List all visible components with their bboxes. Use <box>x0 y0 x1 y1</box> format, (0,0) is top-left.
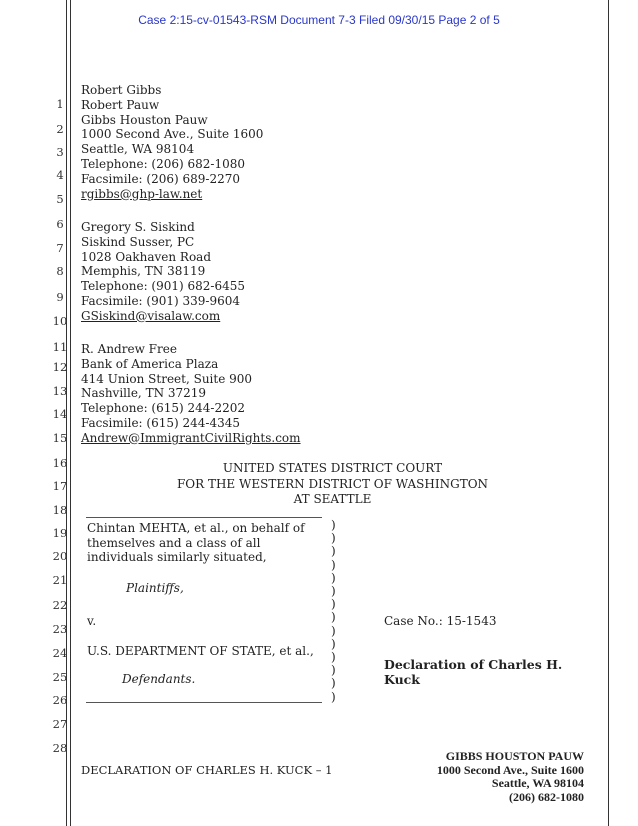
caption-paren: ) <box>331 636 336 651</box>
plaintiff-name: Chintan MEHTA, et al., on behalf of <box>87 521 305 535</box>
court-heading <box>81 461 584 508</box>
counsel-line: Telephone: (615) 244-2202 <box>81 401 246 416</box>
line-number: 27 <box>52 717 68 731</box>
court-district: FOR THE WESTERN DISTRICT OF WASHINGTON <box>176 476 489 491</box>
line-number: 23 <box>52 622 68 636</box>
counsel-line: Telephone: (206) 682-1080 <box>81 156 246 171</box>
line-number: 19 <box>52 526 68 540</box>
line-number: 10 <box>52 314 68 328</box>
line-number: 6 <box>56 217 64 231</box>
counsel-line: Facsimile: (206) 689-2270 <box>81 171 240 186</box>
caption-paren: ) <box>331 623 336 638</box>
caption-paren: ) <box>331 597 336 612</box>
caption-parentheses <box>331 519 336 704</box>
right-margin-rule <box>608 0 609 826</box>
left-margin-rule-inner <box>70 0 71 826</box>
court-name: UNITED STATES DISTRICT COURT <box>222 461 443 475</box>
caption-paren: ) <box>331 650 336 665</box>
footer-firm-address: 1000 Second Ave., Suite 1600 <box>436 762 584 777</box>
counsel-line: R. Andrew Free <box>81 342 177 356</box>
caption-paren: ) <box>331 544 336 559</box>
counsel-line: 1000 Second Ave., Suite 1600 <box>81 127 264 142</box>
line-number: 25 <box>52 670 68 684</box>
line-number: 5 <box>56 192 64 206</box>
counsel-line: Nashville, TN 37219 <box>81 386 207 401</box>
caption-paren: ) <box>331 570 336 585</box>
caption-paren: ) <box>331 689 336 704</box>
footer-firm-phone: (206) 682-1080 <box>509 789 584 804</box>
line-number: 4 <box>56 168 64 182</box>
footer-document-label: DECLARATION OF CHARLES H. KUCK – 1 <box>81 763 333 777</box>
line-number: 15 <box>52 431 68 445</box>
case-header: Case 2:15-cv-01543-RSM Document 7-3 Filed 09/30/15 Page 2 of 5 <box>138 13 500 27</box>
caption-rule-bottom <box>86 702 322 703</box>
counsel-block-gibbs <box>81 83 263 201</box>
counsel-line: Bank of America Plaza <box>81 356 219 371</box>
email-link[interactable]: Andrew@ImmigrantCivilRights.com <box>81 430 301 445</box>
document-title <box>384 658 562 687</box>
plaintiff-class: themselves and a class of all <box>87 535 261 550</box>
footer-firm-name: GIBBS HOUSTON PAUW <box>445 749 584 763</box>
line-number: 7 <box>56 241 64 255</box>
plaintiff-caption <box>87 521 305 565</box>
counsel-line: 414 Union Street, Suite 900 <box>81 371 253 386</box>
counsel-block-free <box>81 342 301 446</box>
line-number: 24 <box>52 646 68 660</box>
line-number: 18 <box>52 503 68 517</box>
line-number: 20 <box>52 549 68 563</box>
line-number: 17 <box>52 479 68 493</box>
email-link[interactable]: GSiskind@visalaw.com <box>81 308 221 323</box>
line-number: 13 <box>52 384 68 398</box>
counsel-line: Facsimile: (615) 244-4345 <box>81 415 240 430</box>
line-number: 22 <box>52 598 68 612</box>
line-number: 8 <box>56 264 64 278</box>
plaintiff-situated: individuals similarly situated, <box>87 550 267 564</box>
caption-paren: ) <box>331 676 336 691</box>
line-number: 16 <box>52 456 68 470</box>
versus-label: v. <box>87 614 97 628</box>
counsel-line: Memphis, TN 38119 <box>81 264 206 279</box>
counsel-line: Seattle, WA 98104 <box>81 142 195 157</box>
caption-paren: ) <box>331 557 336 572</box>
caption-paren: ) <box>331 663 336 678</box>
counsel-line: Gregory S. Siskind <box>81 220 195 234</box>
caption-rule-top <box>86 517 322 518</box>
line-number: 14 <box>52 407 68 421</box>
caption-paren: ) <box>331 531 336 546</box>
line-number: 11 <box>52 340 68 354</box>
counsel-line: Gibbs Houston Pauw <box>81 112 208 127</box>
plaintiffs-label: Plaintiffs, <box>126 581 184 595</box>
case-number: Case No.: 15-1543 <box>384 614 497 628</box>
counsel-line: Robert Pauw <box>81 97 160 112</box>
counsel-block-siskind <box>81 220 245 324</box>
court-location: AT SEATTLE <box>293 492 372 506</box>
line-number: 12 <box>52 360 68 374</box>
line-number: 3 <box>56 145 64 159</box>
line-number: 2 <box>56 122 64 136</box>
defendants-label: Defendants. <box>122 672 196 686</box>
caption-paren: ) <box>331 518 336 532</box>
counsel-line: Siskind Susser, PC <box>81 234 195 249</box>
counsel-line: 1028 Oakhaven Road <box>81 249 212 264</box>
line-number: 28 <box>52 741 68 755</box>
footer-firm-block <box>437 750 584 804</box>
counsel-line: Facsimile: (901) 339-9604 <box>81 293 240 308</box>
counsel-line: Robert Gibbs <box>81 83 162 97</box>
caption-paren: ) <box>331 610 336 625</box>
line-number: 26 <box>52 693 68 707</box>
counsel-line: Telephone: (901) 682-6455 <box>81 279 246 294</box>
document-title-line-1: Declaration of Charles H. <box>384 657 563 672</box>
document-title-line-2: Kuck <box>384 671 420 687</box>
caption-paren: ) <box>331 584 336 599</box>
line-number: 21 <box>52 573 68 587</box>
footer-firm-city: Seattle, WA 98104 <box>491 776 584 791</box>
line-number: 9 <box>56 290 64 304</box>
defendant-name: U.S. DEPARTMENT OF STATE, et al., <box>87 644 314 658</box>
email-link[interactable]: rgibbs@ghp-law.net <box>81 186 203 201</box>
line-number: 1 <box>56 97 64 111</box>
